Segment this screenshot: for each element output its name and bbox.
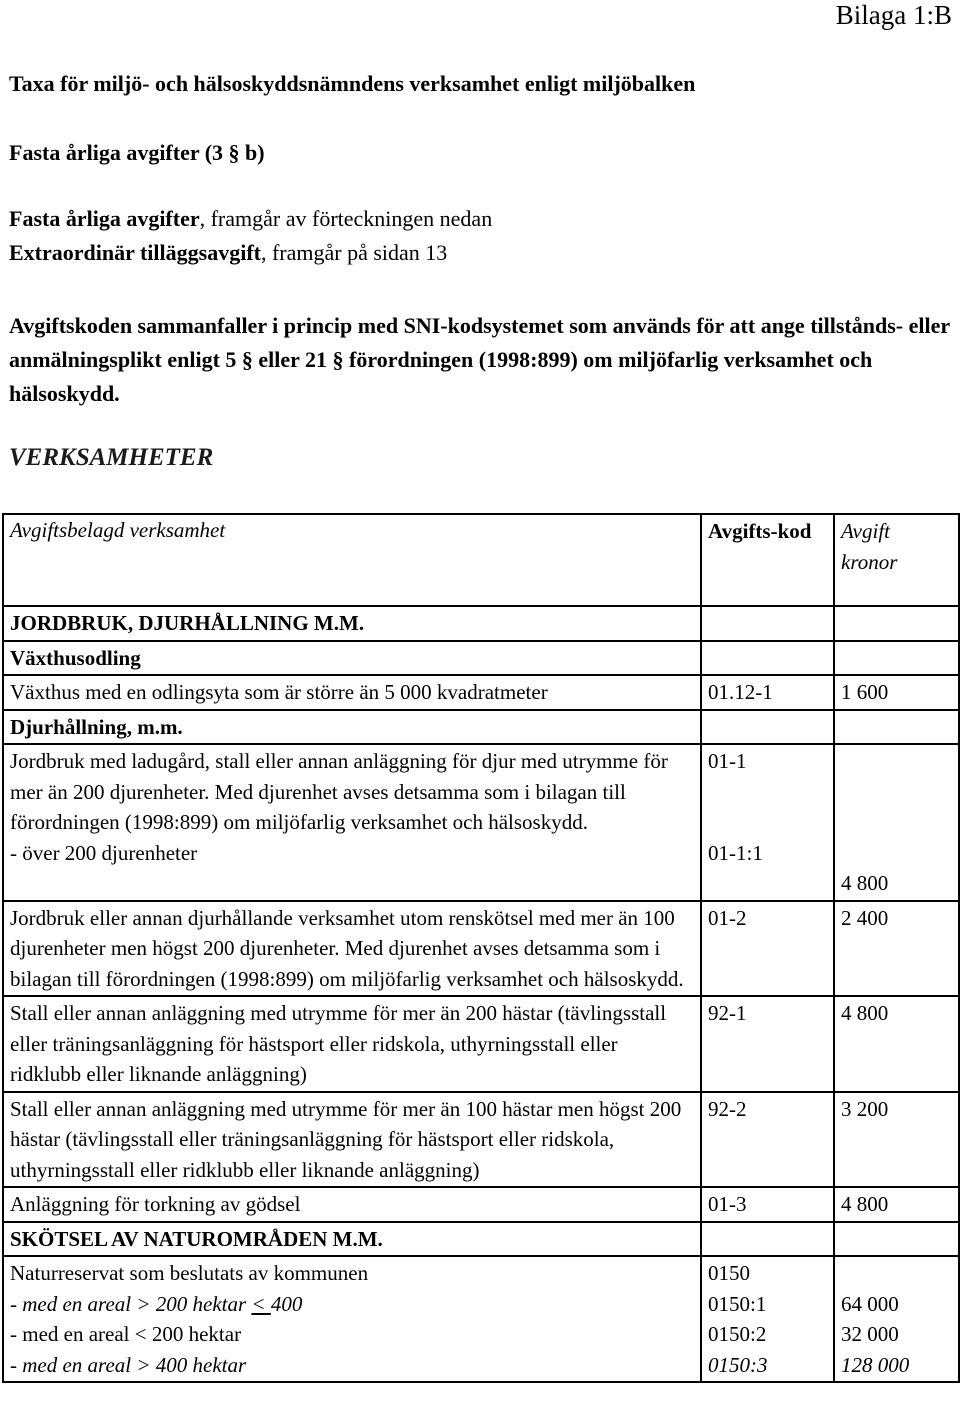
row-subitem: - över 200 djurenheter [10, 840, 198, 865]
row-activity: JORDBRUK, DJURHÅLLNING M.M. [3, 606, 701, 641]
naturreservat-title: Naturreservat som beslutats av kommunen [10, 1261, 369, 1285]
table-header-row [3, 514, 959, 606]
document-title: Taxa för miljö- och hälsoskyddsnämndens verksamhet enligt miljöbalken [9, 71, 696, 96]
info-line-extra-fee: Extraordinär tilläggsavgift, framgår på sidan 13 [9, 240, 448, 265]
row-activity: SKÖTSEL AV NATUROMRÅDEN M.M. [3, 1222, 701, 1257]
table-row [3, 901, 959, 997]
row-code [701, 1222, 834, 1257]
header-code: Avgifts-kod [701, 514, 834, 606]
row-fee: 4 800 [834, 996, 959, 1092]
naturreservat-sub3: - med en areal > 400 hektar [10, 1352, 247, 1377]
document-subtitle: Fasta årliga avgifter (3 § b) [9, 140, 265, 165]
row-code: 92-2 [701, 1092, 834, 1188]
table-row [3, 641, 959, 676]
attachment-label: Bilaga 1:B [835, 0, 952, 30]
fee-type-info [9, 202, 492, 270]
table-row [3, 1222, 959, 1257]
table-row [3, 996, 959, 1092]
row-activity: Växthusodling [3, 641, 701, 676]
table-row [3, 1092, 959, 1188]
table-row [3, 1256, 959, 1382]
header-fee: Avgift kronor [834, 514, 959, 606]
row-code: 0150 0150:1 0150:2 0150:3 [701, 1256, 834, 1382]
row-fee [834, 710, 959, 745]
row-code: 01-1 01-1:1 [701, 744, 834, 901]
row-fee: 64 000 32 000 128 000 [834, 1256, 959, 1382]
fee-table [2, 513, 960, 1383]
naturreservat-sub2: - med en areal < 200 hektar [10, 1322, 242, 1346]
table-row [3, 744, 959, 901]
row-fee: 3 200 [834, 1092, 959, 1188]
row-activity: Jordbruk med ladugård, stall eller annan anläggning för djur med utrymme för mer än 200 djurenheter. Med djurenhet avses detsamma som i bilagan till förordningen (1998:899) om miljöfarlig verksamhet och hälsoskydd. - över 200 djurenheter [3, 744, 701, 901]
row-fee [834, 1222, 959, 1257]
row-fee: 1 600 [834, 675, 959, 710]
row-activity: Djurhållning, m.m. [3, 710, 701, 745]
table-row [3, 675, 959, 710]
row-code: 01-2 [701, 901, 834, 997]
row-code: 01-3 [701, 1187, 834, 1222]
table-row [3, 710, 959, 745]
row-fee: 4 800 [834, 1187, 959, 1222]
row-fee: 4 800 [834, 744, 959, 901]
row-code [701, 710, 834, 745]
row-activity [3, 1256, 701, 1382]
row-code: 01.12-1 [701, 675, 834, 710]
row-activity: Stall eller annan anläggning med utrymme för mer än 100 hästar men högst 200 hästar (tävlingsstall eller träningsanläggning för hästsport eller ridskola, uthyrningsstall eller ridklubb eller liknande anläggning) [3, 1092, 701, 1188]
intro-paragraph: Avgiftskoden sammanfaller i princip med SNI-kodsystemet som används för att ange tillstånds- eller anmälningsplikt enligt 5 § eller 21 § förordningen (1998:899) om miljöfarlig verksamhet och hälsoskydd. [9, 313, 950, 406]
row-activity: Växthus med en odlingsyta som är större än 5 000 kvadratmeter [3, 675, 701, 710]
header-activity: Avgiftsbelagd verksamhet [3, 514, 701, 606]
row-code [701, 606, 834, 641]
row-activity: Jordbruk eller annan djurhållande verksamhet utom renskötsel med mer än 100 djurenheter men högst 200 djurenheter. Med djurenhet avses detsamma som i bilagan till förordningen (1998:899) om miljöfarlig verksamhet och hälsoskydd. [3, 901, 701, 997]
row-fee [834, 641, 959, 676]
row-fee [834, 606, 959, 641]
table-row [3, 1187, 959, 1222]
row-activity: Stall eller annan anläggning med utrymme för mer än 200 hästar (tävlingsstall eller träningsanläggning för hästsport eller ridskola, uthyrningsstall eller ridklubb eller liknande anläggning) [3, 996, 701, 1092]
table-row [3, 606, 959, 641]
section-heading: VERKSAMHETER [9, 444, 214, 471]
row-code: 92-1 [701, 996, 834, 1092]
row-code [701, 641, 834, 676]
row-activity: Anläggning för torkning av gödsel [3, 1187, 701, 1222]
naturreservat-sub1: - med en areal > 200 hektar < 400 [10, 1291, 303, 1316]
row-fee: 2 400 [834, 901, 959, 997]
info-line-fixed-fees: Fasta årliga avgifter, framgår av förteckningen nedan [9, 206, 493, 231]
